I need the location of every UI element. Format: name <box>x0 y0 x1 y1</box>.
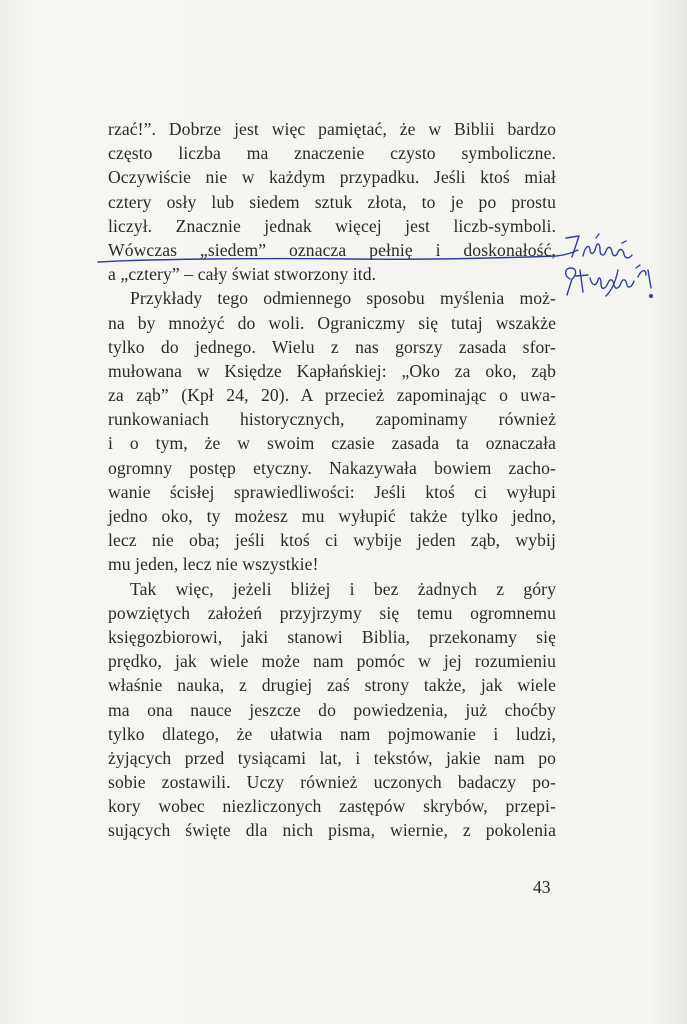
text-line: często liczba ma znaczenie czysto symboliczne. <box>108 143 556 164</box>
ink-note-stroke <box>566 236 579 257</box>
text-line: prędko, jak wiele może nam pomóc w jej rozumieniu <box>108 651 556 672</box>
text-line: powziętych założeń przyjrzymy się temu ogromnemu <box>108 602 556 623</box>
paragraph-first-line: Tak więc, jeżeli bliżej i bez żadnych z góry <box>130 578 556 599</box>
text-line: żyjących przed tysiącami lat, i tekstów, jakie nam po <box>108 747 556 768</box>
ink-note-stroke <box>566 268 576 295</box>
text-line: tylko dlatego, że ułatwia nam pojmowanie i ludzi, <box>108 723 556 744</box>
text-line: cztery osły lub siedem sztuk złota, to je po prostu <box>108 191 556 212</box>
text-line: wanie ścisłej sprawiedliwości: Jeśli ktoś ci wyłupi <box>108 481 556 502</box>
ink-note-stroke <box>638 271 646 277</box>
ink-note-stroke <box>636 265 640 268</box>
text-line: Oczywiście nie w każdym przypadku. Jeśli ktoś miał <box>108 167 556 188</box>
ink-note-stroke <box>576 275 588 276</box>
ink-note-stroke <box>650 295 653 298</box>
text-line: księgozbiorowi, jaki stanowi Biblia, przekonamy się <box>108 626 556 647</box>
page-number: 43 <box>533 877 551 897</box>
text-line: ogromny postęp etyczny. Nakazywała bowiem zacho- <box>108 457 556 478</box>
text-line: rzać!”. Dobrze jest więc pamiętać, że w Biblii bardzo <box>108 119 556 139</box>
text-line: liczył. Znacznie jednak więcej jest liczb-symboli. <box>108 215 556 236</box>
text-line: sobie zostawili. Uczy również uczonych badaczy po- <box>108 772 556 793</box>
text-line: za ząb” (Kpł 24, 20). A przecież zapominając o uwa- <box>108 385 556 406</box>
body-text <box>108 117 556 843</box>
text-line: a „cztery” – cały świat stworzony itd. <box>108 264 377 285</box>
ink-note-stroke <box>583 244 632 258</box>
ink-note-stroke <box>596 234 599 238</box>
text-line: i o tym, że w swoim czasie zasada ta oznaczała <box>108 433 556 454</box>
ink-note-stroke <box>606 270 618 296</box>
text-line: na by mnożyć do woli. Ograniczmy się tutaj wszakże <box>108 312 556 333</box>
paragraph-first-line: Przykłady tego odmiennego sposobu myślenia moż- <box>130 288 556 309</box>
text-line: kory wobec niezliczonych zastępów skrybów, przepi- <box>108 796 556 817</box>
text-line: mułowana w Księdze Kapłańskiej: „Oko za oko, ząb <box>108 360 556 381</box>
ink-note-stroke <box>648 270 651 288</box>
ink-note-stroke <box>580 270 583 292</box>
ink-note-stroke <box>590 278 634 288</box>
text-line: właśnie nauka, z drugiej zaś strony także, jak wiele <box>108 675 556 696</box>
text-line: sujących święte dla nich pisma, wiernie, z pokolenia <box>108 820 556 841</box>
text-line: jedno oko, ty możesz mu wyłupić także tylko jedno, <box>108 506 556 526</box>
text-line: ma ona nauce jeszcze do powiedzenia, już choćby <box>108 699 556 720</box>
underlined-text-line: Wówczas „siedem” oznacza pełnię i doskonałość, <box>108 239 556 260</box>
text-line: lecz nie oba; jeśli ktoś ci wybije jeden ząb, wybij <box>108 530 556 551</box>
text-line: tylko do jednego. Wielu z nas gorszy zasada sfor- <box>108 336 556 357</box>
text-line: runkowaniach historycznych, zapominamy również <box>108 409 556 430</box>
ink-note-stroke <box>622 241 626 243</box>
text-line: mu jeden, lecz nie wszystkie! <box>108 554 319 575</box>
